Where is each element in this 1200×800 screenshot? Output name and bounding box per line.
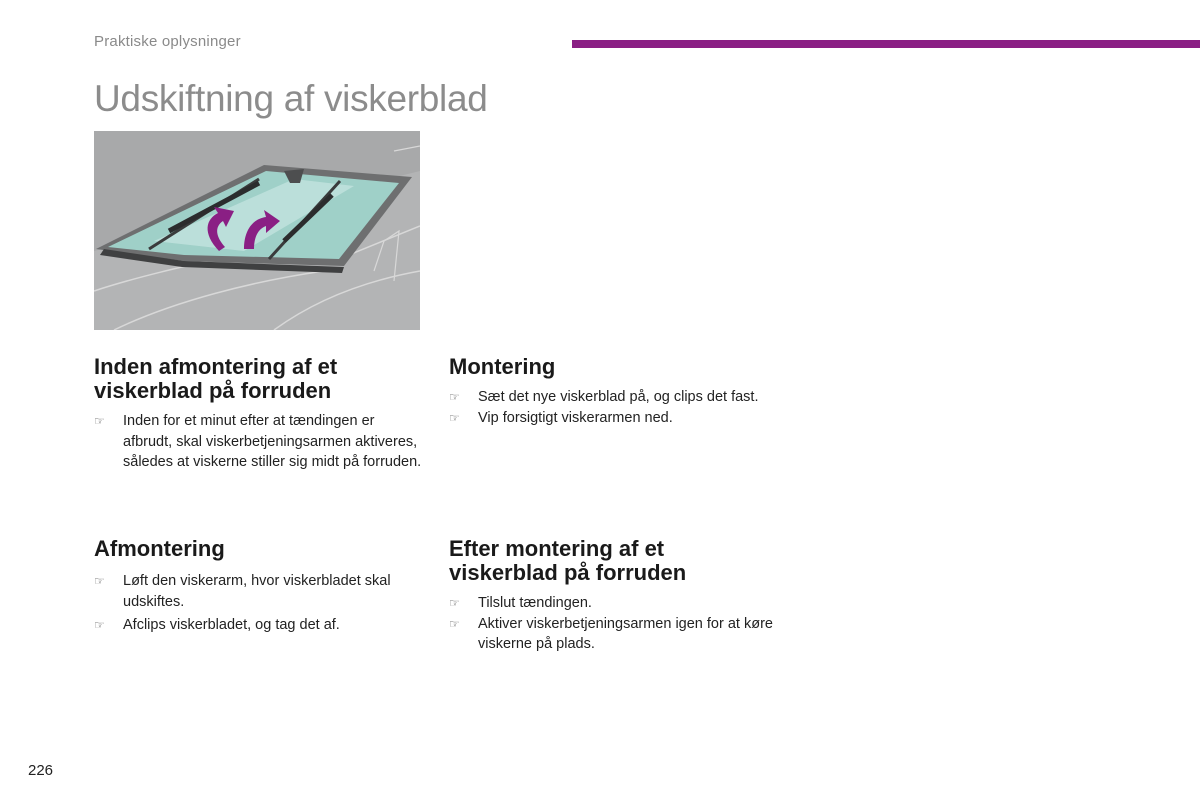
pointing-hand-icon: ☞ xyxy=(449,410,460,425)
section-heading: Efter montering af et viskerblad på forruden xyxy=(449,536,687,585)
instruction-list xyxy=(449,387,789,428)
wiper-illustration xyxy=(94,131,420,330)
instruction-text: Aktiver viskerbetjeningsarmen igen for at køre viskerne på plads. xyxy=(478,615,773,652)
pointing-hand-icon: ☞ xyxy=(449,616,460,631)
instruction-text: Vip forsigtigt viskerarmen ned. xyxy=(478,409,673,426)
pointing-hand-icon: ☞ xyxy=(94,618,105,632)
list-item xyxy=(94,411,424,473)
instruction-text: Sæt det nye viskerblad på, og clips det fast. xyxy=(478,389,759,405)
instruction-text: Tilslut tændingen. xyxy=(478,595,592,611)
list-item xyxy=(94,571,424,612)
instruction-text: Afclips viskerbladet, og tag det af. xyxy=(123,617,340,633)
pointing-hand-icon: ☞ xyxy=(449,596,460,610)
instruction-list xyxy=(94,571,424,636)
section-before-removal xyxy=(94,355,424,473)
list-item xyxy=(449,387,789,408)
section-label: Praktiske oplysninger xyxy=(94,33,241,50)
section-removal xyxy=(94,537,424,636)
pointing-hand-icon: ☞ xyxy=(94,414,105,428)
instruction-text: Løft den viskerarm, hvor viskerbladet skal udskiftes. xyxy=(123,573,391,610)
pointing-hand-icon: ☞ xyxy=(94,574,105,588)
pointing-hand-icon: ☞ xyxy=(449,390,460,404)
instruction-list xyxy=(94,411,424,473)
section-heading: Afmontering xyxy=(94,536,225,561)
list-item xyxy=(449,408,789,429)
page-title: Udskiftning af viskerblad xyxy=(94,78,488,119)
instruction-text: Inden for et minut efter at tændingen er afbrudt, skal viskerbetjeningsarmen aktiveres, således at viskerne stiller sig midt på forruden. xyxy=(123,413,422,470)
header-accent-bar xyxy=(572,40,1200,48)
page-number: 226 xyxy=(28,762,54,779)
list-item xyxy=(449,614,779,655)
section-mounting xyxy=(449,355,789,428)
instruction-list xyxy=(449,593,779,655)
section-heading: Montering xyxy=(449,354,556,379)
list-item xyxy=(94,615,424,636)
list-item xyxy=(449,593,779,614)
section-after-mounting xyxy=(449,537,779,655)
section-heading: Inden afmontering af et viskerblad på forruden xyxy=(94,354,338,403)
